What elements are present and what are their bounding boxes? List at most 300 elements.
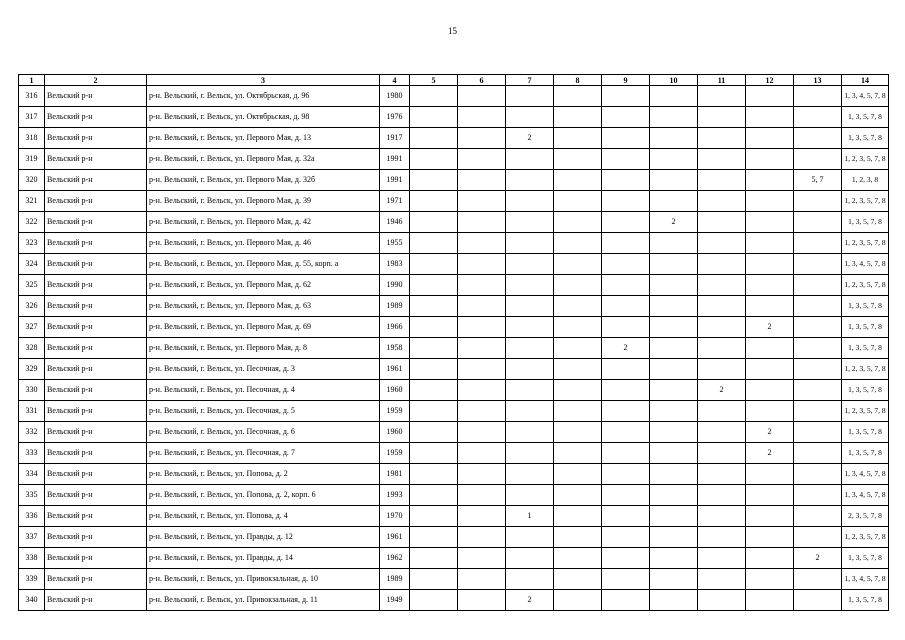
col10-cell	[650, 464, 698, 485]
col10-cell	[650, 443, 698, 464]
col6-cell	[458, 149, 506, 170]
district-cell: Вельский р-н	[45, 170, 147, 191]
year-cell: 1971	[380, 191, 410, 212]
col6-cell	[458, 401, 506, 422]
codes-cell: 1, 3, 4, 5, 7, 8	[842, 569, 889, 590]
codes-cell: 1, 3, 5, 7, 8	[842, 548, 889, 569]
col8-cell	[554, 569, 602, 590]
col13-cell	[794, 359, 842, 380]
col8-cell	[554, 338, 602, 359]
col8-cell	[554, 527, 602, 548]
row-number: 332	[19, 422, 45, 443]
col11-cell	[698, 128, 746, 149]
row-number: 335	[19, 485, 45, 506]
table-row	[19, 275, 889, 296]
codes-cell: 1, 2, 3, 5, 7, 8	[842, 401, 889, 422]
col13-cell	[794, 506, 842, 527]
year-cell: 1959	[380, 443, 410, 464]
address-cell: р-н. Вельский, г. Вельск, ул. Первого Мая, д. 55, корп. а	[147, 254, 380, 275]
col11-cell	[698, 86, 746, 107]
table-row	[19, 128, 889, 149]
col9-cell	[602, 149, 650, 170]
col6-cell	[458, 170, 506, 191]
address-cell: р-н. Вельский, г. Вельск, ул. Первого Мая, д. 32б	[147, 170, 380, 191]
col9-cell	[602, 548, 650, 569]
district-cell: Вельский р-н	[45, 380, 147, 401]
row-number: 325	[19, 275, 45, 296]
year-cell: 1958	[380, 338, 410, 359]
year-cell: 1981	[380, 464, 410, 485]
address-cell: р-н. Вельский, г. Вельск, ул. Октябрьская, д. 98	[147, 107, 380, 128]
col12-cell	[746, 359, 794, 380]
year-cell: 1970	[380, 506, 410, 527]
col8-cell	[554, 464, 602, 485]
col10-cell	[650, 170, 698, 191]
col7-cell	[506, 212, 554, 233]
col12-cell	[746, 485, 794, 506]
col9-cell	[602, 464, 650, 485]
row-number: 339	[19, 569, 45, 590]
district-cell: Вельский р-н	[45, 506, 147, 527]
district-cell: Вельский р-н	[45, 191, 147, 212]
row-number: 318	[19, 128, 45, 149]
codes-cell: 1, 2, 3, 5, 7, 8	[842, 149, 889, 170]
codes-cell: 1, 3, 5, 7, 8	[842, 422, 889, 443]
col9-cell	[602, 380, 650, 401]
table-row	[19, 443, 889, 464]
col12-cell	[746, 506, 794, 527]
col5-cell	[410, 254, 458, 275]
district-cell: Вельский р-н	[45, 275, 147, 296]
col12-cell	[746, 569, 794, 590]
address-cell: р-н. Вельский, г. Вельск, ул. Попова, д. 2	[147, 464, 380, 485]
col7-cell	[506, 254, 554, 275]
address-cell: р-н. Вельский, г. Вельск, ул. Правды, д. 14	[147, 548, 380, 569]
col13-cell: 5, 7	[794, 170, 842, 191]
col7-cell	[506, 338, 554, 359]
district-cell: Вельский р-н	[45, 527, 147, 548]
col9-cell	[602, 422, 650, 443]
col5-cell	[410, 275, 458, 296]
table-row	[19, 86, 889, 107]
col7-cell	[506, 359, 554, 380]
year-cell: 1966	[380, 317, 410, 338]
col7-cell	[506, 527, 554, 548]
col6-cell	[458, 506, 506, 527]
col8-cell	[554, 485, 602, 506]
col10-cell	[650, 527, 698, 548]
col11-cell	[698, 107, 746, 128]
row-number: 320	[19, 170, 45, 191]
table-row	[19, 569, 889, 590]
table-row	[19, 464, 889, 485]
col13-cell: 2	[794, 548, 842, 569]
col9-cell	[602, 233, 650, 254]
col8-cell	[554, 548, 602, 569]
column-header-7: 7	[506, 75, 554, 86]
district-cell: Вельский р-н	[45, 548, 147, 569]
table-row	[19, 212, 889, 233]
col12-cell: 2	[746, 422, 794, 443]
codes-cell: 1, 3, 4, 5, 7, 8	[842, 485, 889, 506]
table-row	[19, 107, 889, 128]
year-cell: 1955	[380, 233, 410, 254]
codes-cell: 1, 3, 5, 7, 8	[842, 296, 889, 317]
address-cell: р-н. Вельский, г. Вельск, ул. Правды, д. 12	[147, 527, 380, 548]
codes-cell: 1, 3, 5, 7, 8	[842, 128, 889, 149]
col11-cell	[698, 338, 746, 359]
col11-cell	[698, 170, 746, 191]
table-row	[19, 254, 889, 275]
col9-cell	[602, 401, 650, 422]
col8-cell	[554, 590, 602, 611]
col8-cell	[554, 443, 602, 464]
row-number: 323	[19, 233, 45, 254]
col5-cell	[410, 149, 458, 170]
codes-cell: 1, 2, 3, 5, 7, 8	[842, 191, 889, 212]
col7-cell	[506, 107, 554, 128]
col12-cell	[746, 380, 794, 401]
codes-cell: 2, 3, 5, 7, 8	[842, 506, 889, 527]
col12-cell	[746, 548, 794, 569]
col8-cell	[554, 254, 602, 275]
district-cell: Вельский р-н	[45, 569, 147, 590]
col12-cell	[746, 212, 794, 233]
year-cell: 1980	[380, 86, 410, 107]
col13-cell	[794, 590, 842, 611]
row-number: 329	[19, 359, 45, 380]
column-header-13: 13	[794, 75, 842, 86]
col5-cell	[410, 590, 458, 611]
col11-cell: 2	[698, 380, 746, 401]
codes-cell: 1, 2, 3, 5, 7, 8	[842, 233, 889, 254]
col8-cell	[554, 170, 602, 191]
table-row	[19, 359, 889, 380]
col8-cell	[554, 317, 602, 338]
col7-cell	[506, 191, 554, 212]
column-header-5: 5	[410, 75, 458, 86]
table-row	[19, 149, 889, 170]
row-number: 340	[19, 590, 45, 611]
col8-cell	[554, 275, 602, 296]
year-cell: 1962	[380, 548, 410, 569]
address-cell: р-н. Вельский, г. Вельск, ул. Песочная, д. 7	[147, 443, 380, 464]
codes-cell: 1, 2, 3, 8	[842, 170, 889, 191]
col7-cell	[506, 548, 554, 569]
address-cell: р-н. Вельский, г. Вельск, ул. Песочная, д. 4	[147, 380, 380, 401]
row-number: 334	[19, 464, 45, 485]
col6-cell	[458, 422, 506, 443]
year-cell: 1960	[380, 380, 410, 401]
col11-cell	[698, 527, 746, 548]
col8-cell	[554, 191, 602, 212]
codes-cell: 1, 3, 5, 7, 8	[842, 212, 889, 233]
col7-cell: 1	[506, 506, 554, 527]
col5-cell	[410, 317, 458, 338]
col11-cell	[698, 191, 746, 212]
col8-cell	[554, 86, 602, 107]
col11-cell	[698, 548, 746, 569]
address-cell: р-н. Вельский, г. Вельск, ул. Песочная, д. 3	[147, 359, 380, 380]
col9-cell	[602, 170, 650, 191]
col10-cell	[650, 359, 698, 380]
column-header-8: 8	[554, 75, 602, 86]
district-cell: Вельский р-н	[45, 317, 147, 338]
row-number: 333	[19, 443, 45, 464]
col9-cell	[602, 359, 650, 380]
address-cell: р-н. Вельский, г. Вельск, ул. Октябрьская, д. 96	[147, 86, 380, 107]
codes-cell: 1, 3, 5, 7, 8	[842, 107, 889, 128]
year-cell: 1949	[380, 590, 410, 611]
year-cell: 1991	[380, 170, 410, 191]
year-cell: 1961	[380, 527, 410, 548]
address-cell: р-н. Вельский, г. Вельск, ул. Привокзальная, д. 10	[147, 569, 380, 590]
year-cell: 1960	[380, 422, 410, 443]
col6-cell	[458, 359, 506, 380]
col5-cell	[410, 548, 458, 569]
col6-cell	[458, 128, 506, 149]
col10-cell	[650, 233, 698, 254]
col10-cell	[650, 338, 698, 359]
col7-cell	[506, 422, 554, 443]
col8-cell	[554, 149, 602, 170]
district-cell: Вельский р-н	[45, 401, 147, 422]
codes-cell: 1, 3, 4, 5, 7, 8	[842, 254, 889, 275]
codes-cell: 1, 3, 4, 5, 7, 8	[842, 86, 889, 107]
col7-cell	[506, 401, 554, 422]
col7-cell	[506, 296, 554, 317]
col11-cell	[698, 254, 746, 275]
district-cell: Вельский р-н	[45, 296, 147, 317]
col10-cell	[650, 275, 698, 296]
col10-cell	[650, 506, 698, 527]
col9-cell	[602, 254, 650, 275]
col10-cell	[650, 191, 698, 212]
col10-cell	[650, 317, 698, 338]
col8-cell	[554, 506, 602, 527]
table-row	[19, 170, 889, 191]
address-cell: р-н. Вельский, г. Вельск, ул. Первого Мая, д. 13	[147, 128, 380, 149]
col7-cell	[506, 443, 554, 464]
col11-cell	[698, 359, 746, 380]
col10-cell	[650, 254, 698, 275]
codes-cell: 1, 3, 5, 7, 8	[842, 380, 889, 401]
col13-cell	[794, 380, 842, 401]
col11-cell	[698, 296, 746, 317]
col6-cell	[458, 191, 506, 212]
table-header	[19, 75, 889, 86]
table-row	[19, 317, 889, 338]
col5-cell	[410, 569, 458, 590]
col8-cell	[554, 401, 602, 422]
col6-cell	[458, 380, 506, 401]
table-row	[19, 485, 889, 506]
col6-cell	[458, 296, 506, 317]
housing-register-table	[18, 74, 889, 611]
year-cell: 1976	[380, 107, 410, 128]
address-cell: р-н. Вельский, г. Вельск, ул. Песочная, д. 5	[147, 401, 380, 422]
codes-cell: 1, 3, 5, 7, 8	[842, 590, 889, 611]
column-header-1: 1	[19, 75, 45, 86]
col11-cell	[698, 401, 746, 422]
col10-cell: 2	[650, 212, 698, 233]
col12-cell	[746, 191, 794, 212]
col10-cell	[650, 548, 698, 569]
table-row	[19, 527, 889, 548]
table-row	[19, 590, 889, 611]
col5-cell	[410, 506, 458, 527]
address-cell: р-н. Вельский, г. Вельск, ул. Песочная, д. 6	[147, 422, 380, 443]
col13-cell	[794, 107, 842, 128]
col5-cell	[410, 191, 458, 212]
row-number: 330	[19, 380, 45, 401]
col9-cell	[602, 485, 650, 506]
header-row	[19, 75, 889, 86]
col5-cell	[410, 443, 458, 464]
district-cell: Вельский р-н	[45, 443, 147, 464]
col13-cell	[794, 464, 842, 485]
col12-cell	[746, 590, 794, 611]
year-cell: 1990	[380, 275, 410, 296]
address-cell: р-н. Вельский, г. Вельск, ул. Первого Мая, д. 63	[147, 296, 380, 317]
col8-cell	[554, 233, 602, 254]
district-cell: Вельский р-н	[45, 212, 147, 233]
col6-cell	[458, 464, 506, 485]
year-cell: 1917	[380, 128, 410, 149]
col5-cell	[410, 527, 458, 548]
row-number: 321	[19, 191, 45, 212]
year-cell: 1989	[380, 569, 410, 590]
column-header-6: 6	[458, 75, 506, 86]
col12-cell	[746, 275, 794, 296]
col12-cell: 2	[746, 443, 794, 464]
col11-cell	[698, 233, 746, 254]
col7-cell	[506, 569, 554, 590]
row-number: 338	[19, 548, 45, 569]
table-row	[19, 380, 889, 401]
col8-cell	[554, 422, 602, 443]
address-cell: р-н. Вельский, г. Вельск, ул. Попова, д. 4	[147, 506, 380, 527]
col5-cell	[410, 296, 458, 317]
district-cell: Вельский р-н	[45, 464, 147, 485]
row-number: 324	[19, 254, 45, 275]
col12-cell	[746, 527, 794, 548]
codes-cell: 1, 2, 3, 5, 7, 8	[842, 275, 889, 296]
row-number: 337	[19, 527, 45, 548]
col10-cell	[650, 422, 698, 443]
col5-cell	[410, 86, 458, 107]
col13-cell	[794, 569, 842, 590]
col6-cell	[458, 212, 506, 233]
col8-cell	[554, 359, 602, 380]
col13-cell	[794, 128, 842, 149]
col13-cell	[794, 485, 842, 506]
table-row	[19, 296, 889, 317]
table-body	[19, 86, 889, 611]
col7-cell	[506, 86, 554, 107]
col9-cell: 2	[602, 338, 650, 359]
col13-cell	[794, 401, 842, 422]
row-number: 317	[19, 107, 45, 128]
col8-cell	[554, 380, 602, 401]
district-cell: Вельский р-н	[45, 359, 147, 380]
codes-cell: 1, 2, 3, 5, 7, 8	[842, 359, 889, 380]
col13-cell	[794, 233, 842, 254]
district-cell: Вельский р-н	[45, 422, 147, 443]
col9-cell	[602, 86, 650, 107]
col6-cell	[458, 317, 506, 338]
col12-cell	[746, 401, 794, 422]
address-cell: р-н. Вельский, г. Вельск, ул. Первого Мая, д. 8	[147, 338, 380, 359]
address-cell: р-н. Вельский, г. Вельск, ул. Попова, д. 2, корп. 6	[147, 485, 380, 506]
table-row	[19, 548, 889, 569]
col9-cell	[602, 275, 650, 296]
col9-cell	[602, 527, 650, 548]
address-cell: р-н. Вельский, г. Вельск, ул. Первого Мая, д. 42	[147, 212, 380, 233]
col7-cell: 2	[506, 590, 554, 611]
col6-cell	[458, 548, 506, 569]
col5-cell	[410, 212, 458, 233]
table-row	[19, 506, 889, 527]
address-cell: р-н. Вельский, г. Вельск, ул. Первого Мая, д. 32а	[147, 149, 380, 170]
table-row	[19, 233, 889, 254]
col11-cell	[698, 149, 746, 170]
column-header-9: 9	[602, 75, 650, 86]
col13-cell	[794, 191, 842, 212]
col10-cell	[650, 86, 698, 107]
district-cell: Вельский р-н	[45, 590, 147, 611]
col5-cell	[410, 128, 458, 149]
codes-cell: 1, 3, 5, 7, 8	[842, 443, 889, 464]
col6-cell	[458, 527, 506, 548]
col6-cell	[458, 338, 506, 359]
address-cell: р-н. Вельский, г. Вельск, ул. Привокзальная, д. 11	[147, 590, 380, 611]
col13-cell	[794, 527, 842, 548]
col11-cell	[698, 275, 746, 296]
col12-cell	[746, 233, 794, 254]
col10-cell	[650, 107, 698, 128]
column-header-14: 14	[842, 75, 889, 86]
address-cell: р-н. Вельский, г. Вельск, ул. Первого Мая, д. 69	[147, 317, 380, 338]
row-number: 336	[19, 506, 45, 527]
row-number: 327	[19, 317, 45, 338]
col13-cell	[794, 422, 842, 443]
column-header-12: 12	[746, 75, 794, 86]
col5-cell	[410, 233, 458, 254]
codes-cell: 1, 3, 5, 7, 8	[842, 317, 889, 338]
column-header-2: 2	[45, 75, 147, 86]
row-number: 316	[19, 86, 45, 107]
table-row	[19, 401, 889, 422]
col7-cell	[506, 233, 554, 254]
page-number: 15	[448, 26, 457, 36]
address-cell: р-н. Вельский, г. Вельск, ул. Первого Мая, д. 39	[147, 191, 380, 212]
col12-cell	[746, 254, 794, 275]
col7-cell	[506, 149, 554, 170]
col5-cell	[410, 359, 458, 380]
year-cell: 1991	[380, 149, 410, 170]
col9-cell	[602, 128, 650, 149]
codes-cell: 1, 3, 5, 7, 8	[842, 338, 889, 359]
col5-cell	[410, 422, 458, 443]
col8-cell	[554, 128, 602, 149]
col9-cell	[602, 569, 650, 590]
col10-cell	[650, 128, 698, 149]
col11-cell	[698, 485, 746, 506]
column-header-4: 4	[380, 75, 410, 86]
year-cell: 1946	[380, 212, 410, 233]
district-cell: Вельский р-н	[45, 338, 147, 359]
